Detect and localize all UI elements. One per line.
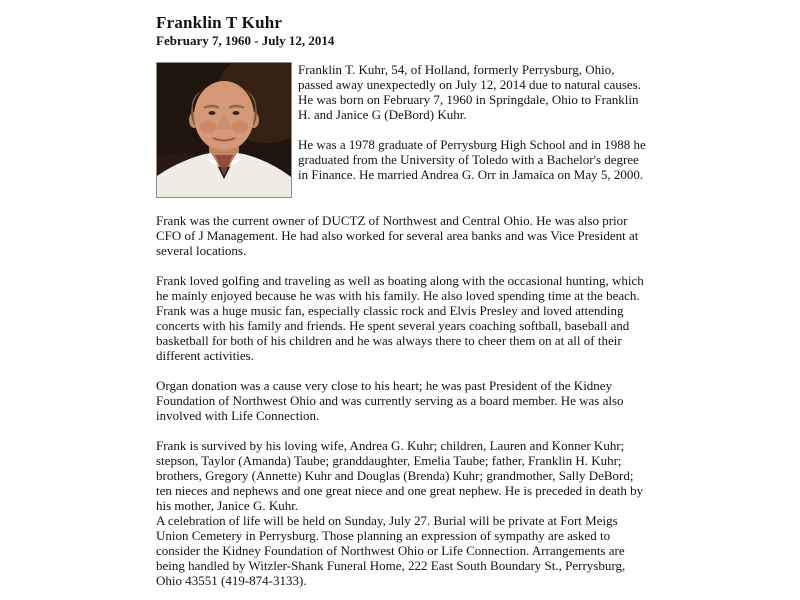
photo-and-intro-section	[156, 62, 650, 198]
intro-paragraph-2: He was a 1978 graduate of Perrysburg High School and in 1988 he graduated from the University of Toledo with a Bachelor's degree in Finance. He married Andrea G. Orr in Jamaica on May 5, 2000.	[298, 137, 646, 182]
body-paragraph-organ-donation: Organ donation was a cause very close to his heart; he was past President of the Kidney Foundation of Northwest Ohio and was currently serving as a board member. He was also involved with Life Connection.	[156, 378, 624, 423]
cheek-right	[232, 121, 248, 133]
body-paragraph-survivors: Frank is survived by his loving wife, Andrea G. Kuhr; children, Lauren and Konner Kuhr; stepson, Taylor (Amanda) Taube; granddaughter, Emelia Taube; father, Franklin H. Kuhr; brothers, Gregory (Annette) Kuhr and Douglas (Brenda) Kuhr; grandmother, Sally DeBord; ten nieces and nephews and one great niece and one great nephew. He is preceded in death by his mother, Janice G. Kuhr.	[156, 438, 644, 513]
body-paragraph-hobbies: Frank loved golfing and traveling as well as boating along with the occasional hunting, which he mainly enjoyed because he was with his family. He also loved spending time at the beach. Frank was a huge music fan, especially classic rock and Elvis Presley and loved attending concerts with his family and friends. He spent several years coaching softball, baseball and basketball for both of his children and he was always there to cheer them on at all of their different activities.	[156, 273, 644, 363]
portrait-photo	[156, 62, 292, 198]
obituary-document	[156, 13, 650, 588]
portrait-photo-image	[157, 63, 291, 197]
body-paragraph-career: Frank was the current owner of DUCTZ of Northwest and Central Ohio. He was also prior CFO of J Management. He had also worked for several area banks and was Vice President at several locations.	[156, 213, 639, 258]
cheek-left	[200, 121, 216, 133]
body-paragraph-services: A celebration of life will be held on Sunday, July 27. Burial will be private at Fort Meigs Union Cemetery in Perrysburg. Those planning an expression of sympathy are asked to consider the Kidney Foundation of Northwest Ohio or Life Connection. Arrangements are being handled by Witzler-Shank Funeral Home, 222 East South Boundary St., Perrysburg, Ohio 43551 (419-874-3133).	[156, 513, 626, 588]
deceased-name-title: Franklin T Kuhr	[156, 13, 283, 32]
intro-paragraph-1: Franklin T. Kuhr, 54, of Holland, formerly Perrysburg, Ohio, passed away unexpectedly on July 12, 2014 due to natural causes. He was born on February 7, 1960 in Springdale, Ohio to Franklin H. and Janice G (DeBord) Kuhr.	[298, 62, 641, 122]
life-dates: February 7, 1960 - July 12, 2014	[156, 33, 335, 48]
intro-text-column	[298, 62, 650, 182]
